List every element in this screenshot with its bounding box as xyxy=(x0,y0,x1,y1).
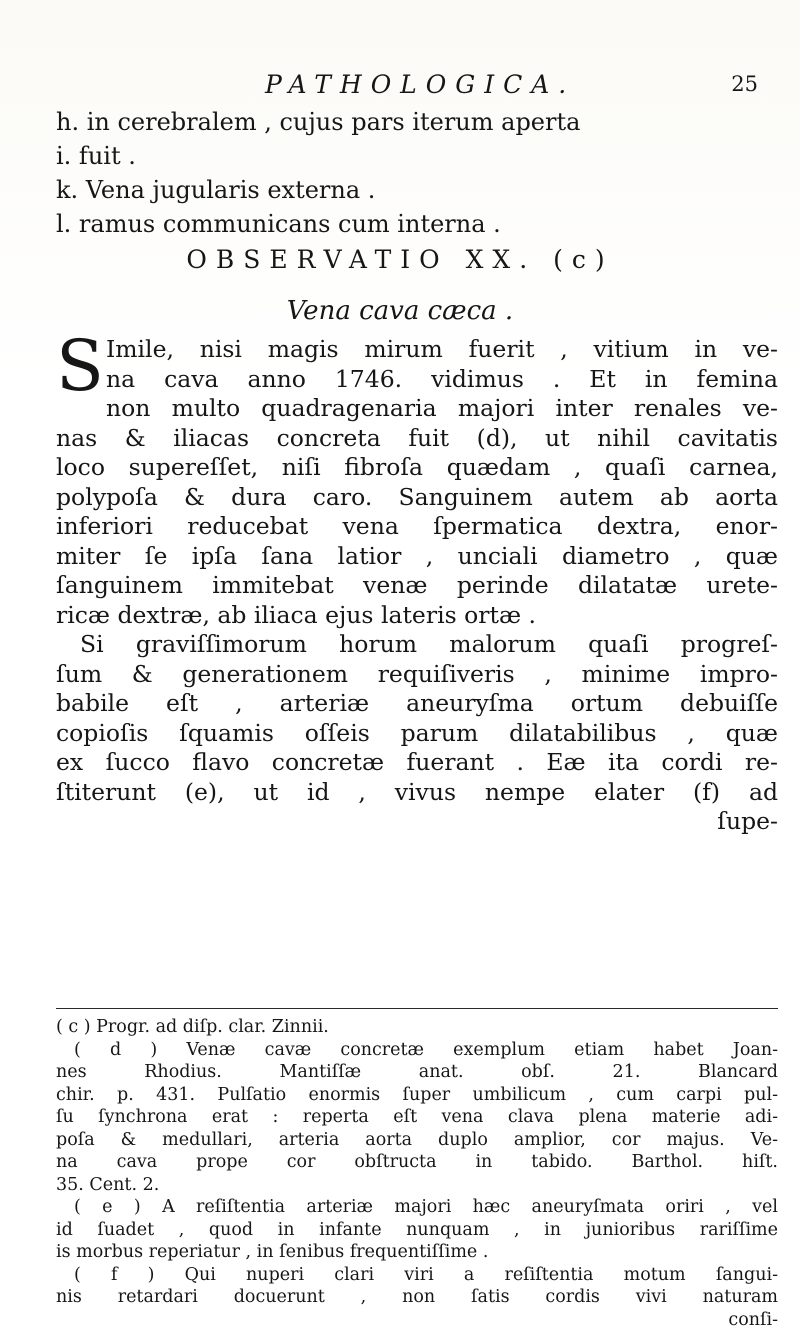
text-line: Imile, nisi magis mirum fuerit , vitium in ve- xyxy=(56,335,778,365)
catchword: ſupe- xyxy=(56,807,778,837)
text-line: ſum & generationem requiſiveris , minime impro- xyxy=(56,660,778,690)
footnote-d-line: na cava prope cor obſtructa in tabido. Barthol. hiſt. xyxy=(56,1151,778,1174)
text-line: na cava anno 1746. vidimus . Et in femina xyxy=(56,365,778,395)
legend-item-h: h. in cerebralem , cujus pars iterum aperta xyxy=(56,105,776,139)
drop-cap: S xyxy=(56,337,104,395)
footnote-d-line: nes Rhodius. Mantiſſæ anat. obſ. 21. Blancard xyxy=(56,1061,778,1084)
footnote-d-line: 35. Cent. 2. xyxy=(56,1174,778,1197)
text-line: loco supereſſet, niſi fibroſa quædam , quaſi carnea, xyxy=(56,453,778,483)
text-line: ſanguinem immitebat venæ perinde dilatatæ urete- xyxy=(56,571,778,601)
observation-subtitle: Vena cava cæca . xyxy=(0,296,800,326)
footnote-d-line: chir. p. 431. Pulſatio enormis ſuper umbilicum , cum carpi pul- xyxy=(56,1084,778,1107)
text-line: nas & iliacas concreta fuit (d), ut nihil cavitatis xyxy=(56,424,778,454)
paragraph-2 xyxy=(56,630,778,837)
observation-heading: OBSERVATIO XX. (c) xyxy=(0,245,800,274)
footnote-e-line: id ſuadet , quod in infante nunquam , in junioribus rariſſime xyxy=(56,1219,778,1242)
legend-item-l: l. ramus communicans cum interna . xyxy=(56,207,776,241)
footnote-d-line: ſu ſynchrona erat : reperta eſt vena clava plena materie adi- xyxy=(56,1106,778,1129)
footnote-catchword: conſi- xyxy=(56,1309,778,1331)
figure-legend xyxy=(56,105,776,241)
text-line: copioſis ſquamis oſſeis parum dilatabilibus , quæ xyxy=(56,719,778,749)
footnotes xyxy=(56,1016,778,1331)
text-line: babile eſt , arteriæ aneuryſma ortum debuiſſe xyxy=(56,689,778,719)
page-number: 25 xyxy=(731,72,758,96)
footnote-d-line: ( d ) Venæ cavæ concretæ exemplum etiam habet Joan- xyxy=(56,1039,778,1062)
text-line: ex ſucco flavo concretæ fuerant . Eæ ita cordi re- xyxy=(56,748,778,778)
text-line: miter ſe ipſa ſana latior , unciali diametro , quæ xyxy=(56,542,778,572)
text-line: ſtiterunt (e), ut id , vivus nempe elater (f) ad xyxy=(56,778,778,808)
running-title: PATHOLOGICA. xyxy=(265,70,575,99)
text-line: polypoſa & dura caro. Sanguinem autem ab aorta xyxy=(56,483,778,513)
legend-item-i: i. fuit . xyxy=(56,139,776,173)
running-head xyxy=(0,70,800,102)
text-line: non multo quadragenaria majori inter renales ve- xyxy=(56,394,778,424)
text-line: inferiori reducebat vena ſpermatica dextra, enor- xyxy=(56,512,778,542)
footnote-d-line: poſa & medullari, arteria aorta duplo amplior, cor majus. Ve- xyxy=(56,1129,778,1152)
footnote-rule xyxy=(56,1008,778,1009)
text-line: Si graviſſimorum horum malorum quaſi progreſ- xyxy=(56,630,778,660)
text-line: ricæ dextræ, ab iliaca ejus lateris ortæ . xyxy=(56,601,778,631)
footnote-e-line: is morbus reperiatur , in ſenibus frequentiſſime . xyxy=(56,1241,778,1264)
main-text xyxy=(56,335,778,837)
legend-item-k: k. Vena jugularis externa . xyxy=(56,173,776,207)
footnote-f-line: ( f ) Qui nuperi clari viri a reſiſtentia motum ſangui- xyxy=(56,1264,778,1287)
footnote-e-line: ( e ) A reſiſtentia arteriæ majori hæc aneuryſmata oriri , vel xyxy=(56,1196,778,1219)
footnote-f-line: nis retardari docuerunt , non ſatis cordis vivi naturam xyxy=(56,1286,778,1309)
footnote-c: ( c ) Progr. ad diſp. clar. Zinnii. xyxy=(56,1016,778,1039)
paragraph-1 xyxy=(56,335,778,630)
